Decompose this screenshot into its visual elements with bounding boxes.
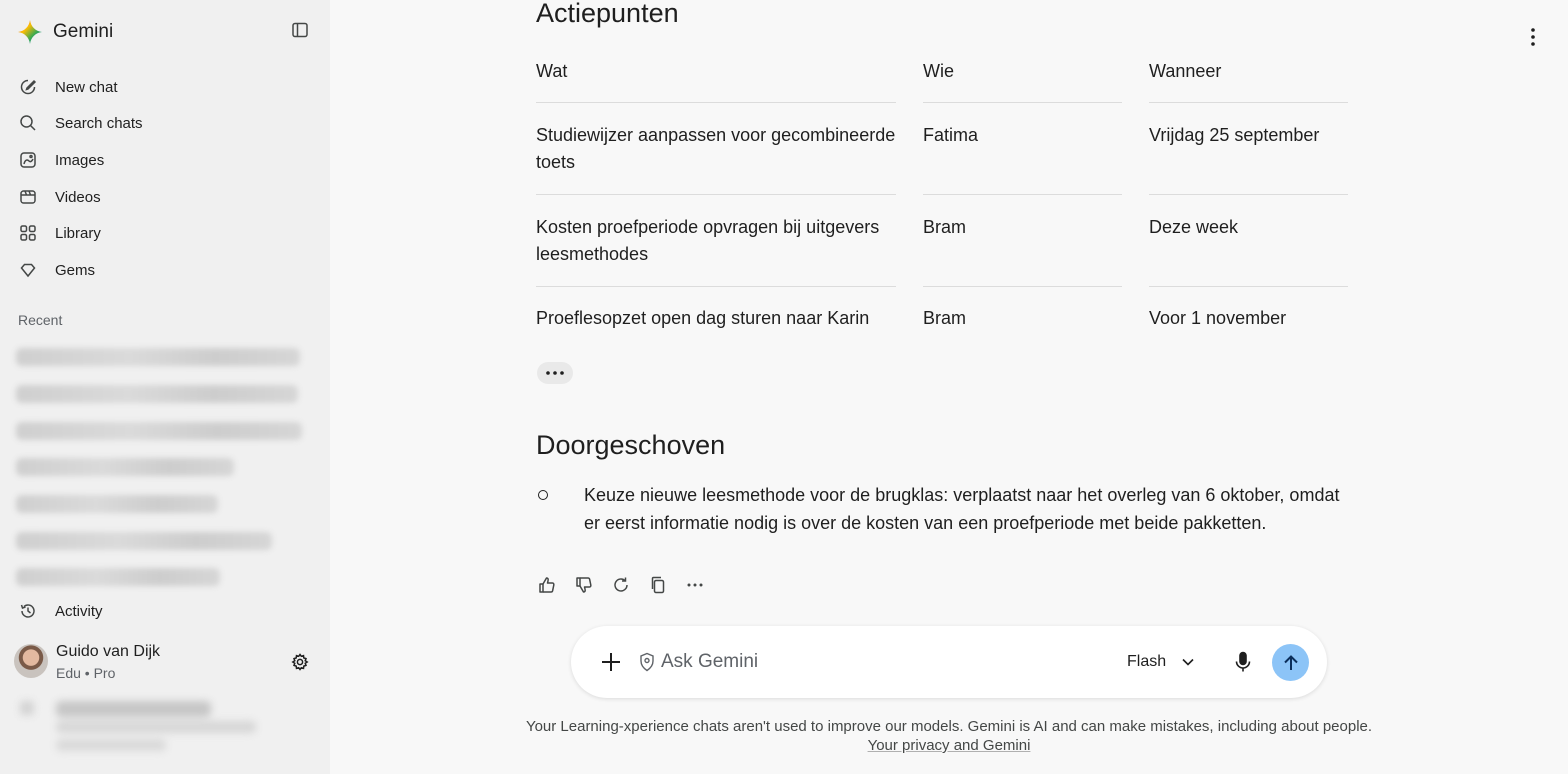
- images-label: Images: [55, 151, 105, 169]
- table-cell: Vrijdag 25 september: [1149, 125, 1320, 145]
- table-cell: Bram: [923, 217, 967, 237]
- recent-chat-item[interactable]: [16, 532, 272, 550]
- recent-chat-item[interactable]: [16, 458, 234, 476]
- doorgeschoven-heading: Doorgeschoven: [536, 430, 726, 460]
- sidebar: [0, 0, 330, 774]
- location-shield-icon: [639, 652, 655, 672]
- videos-icon: [18, 187, 38, 207]
- activity-label: Activity: [55, 602, 103, 620]
- new-chat-button[interactable]: [18, 74, 308, 100]
- search-icon: [18, 113, 38, 133]
- history-icon: [18, 601, 38, 621]
- table-cell: Studiewijzer aanpassen voor gecombineerde toets: [536, 125, 896, 172]
- regenerate-icon[interactable]: [611, 575, 631, 595]
- column-header-wie: Wie: [923, 61, 954, 81]
- table-cell: Bram: [923, 308, 967, 328]
- column-header-wat: Wat: [536, 61, 568, 81]
- recent-chat-item[interactable]: [16, 495, 218, 513]
- profile-name: Guido van Dijk: [56, 643, 161, 660]
- brand-name: Gemini: [53, 21, 114, 42]
- thumbs-down-icon[interactable]: [574, 575, 594, 595]
- actiepunten-heading: Actiepunten: [536, 0, 679, 28]
- recent-chat-item[interactable]: [16, 385, 298, 403]
- images-icon: [18, 150, 38, 170]
- table-cell: Proeflesopzet open dag sturen naar Karin: [536, 308, 870, 328]
- prompt-composer: [571, 626, 1327, 698]
- chevron-down-icon: [1180, 654, 1196, 670]
- privacy-link[interactable]: Your privacy and Gemini: [867, 737, 1031, 754]
- gemini-logo-icon: [18, 20, 42, 44]
- search-chats-button[interactable]: [18, 110, 308, 136]
- table-row: [536, 287, 1348, 347]
- library-button[interactable]: [18, 220, 308, 246]
- bullet-marker: [538, 490, 548, 500]
- table-cell: Fatima: [923, 125, 979, 145]
- images-button[interactable]: [18, 147, 308, 173]
- blurred-account-switcher: [16, 697, 266, 755]
- recent-chat-item[interactable]: [16, 422, 302, 440]
- activity-button[interactable]: [18, 598, 308, 624]
- sidebar-toggle-icon[interactable]: [290, 20, 310, 40]
- disclaimer-text: Your Learning-xperience chats aren't used to improve our models. Gemini is AI and can make mistakes, including about people.: [525, 718, 1373, 735]
- action-items-table: [536, 56, 1348, 347]
- table-more-button[interactable]: [537, 362, 573, 384]
- chat-area: [330, 0, 1568, 774]
- recent-chat-item[interactable]: [16, 568, 220, 586]
- prompt-input[interactable]: [661, 650, 1081, 674]
- disclaimer: [330, 717, 1568, 755]
- recent-chat-item[interactable]: [16, 348, 300, 366]
- model-selector[interactable]: [1127, 650, 1196, 674]
- profile-plan: Edu • Pro: [56, 665, 116, 681]
- search-chats-label: Search chats: [55, 114, 143, 132]
- column-header-wanneer: Wanneer: [1149, 61, 1222, 81]
- gems-button[interactable]: [18, 257, 308, 283]
- table-row: [536, 103, 1348, 195]
- send-button[interactable]: [1272, 644, 1309, 681]
- videos-button[interactable]: [18, 184, 308, 210]
- edit-icon: [18, 77, 38, 97]
- add-icon[interactable]: [599, 650, 623, 674]
- avatar: [14, 644, 48, 678]
- more-vert-icon[interactable]: [1523, 26, 1543, 48]
- library-icon: [18, 223, 38, 243]
- gems-label: Gems: [55, 261, 96, 279]
- profile[interactable]: [14, 643, 314, 683]
- gem-icon: [18, 260, 38, 280]
- arrow-up-icon: [1281, 653, 1301, 673]
- postponed-item: Keuze nieuwe leesmethode voor de brugklas: verplaatst naar het overleg van 6 oktober, omdat er eerst informatie nodig is over de kosten van een proefperiode met beide pakketten.: [584, 485, 1340, 533]
- table-row: [536, 195, 1348, 287]
- table-cell: Voor 1 november: [1149, 308, 1287, 328]
- table-header-row: [536, 56, 1348, 103]
- table-cell: Kosten proefperiode opvragen bij uitgevers leesmethodes: [536, 217, 880, 264]
- gear-icon[interactable]: [290, 652, 310, 672]
- brand[interactable]: [18, 20, 113, 44]
- microphone-icon[interactable]: [1233, 650, 1253, 674]
- thumbs-up-icon[interactable]: [537, 575, 557, 595]
- more-horiz-icon: [545, 370, 565, 376]
- copy-icon[interactable]: [648, 575, 668, 595]
- model-label: Flash: [1127, 653, 1167, 670]
- videos-label: Videos: [55, 188, 101, 206]
- new-chat-label: New chat: [55, 78, 118, 96]
- recent-heading: Recent: [18, 312, 63, 328]
- library-label: Library: [55, 224, 101, 242]
- more-options-icon[interactable]: [685, 575, 705, 595]
- table-cell: Deze week: [1149, 217, 1239, 237]
- response-actions: [537, 575, 722, 597]
